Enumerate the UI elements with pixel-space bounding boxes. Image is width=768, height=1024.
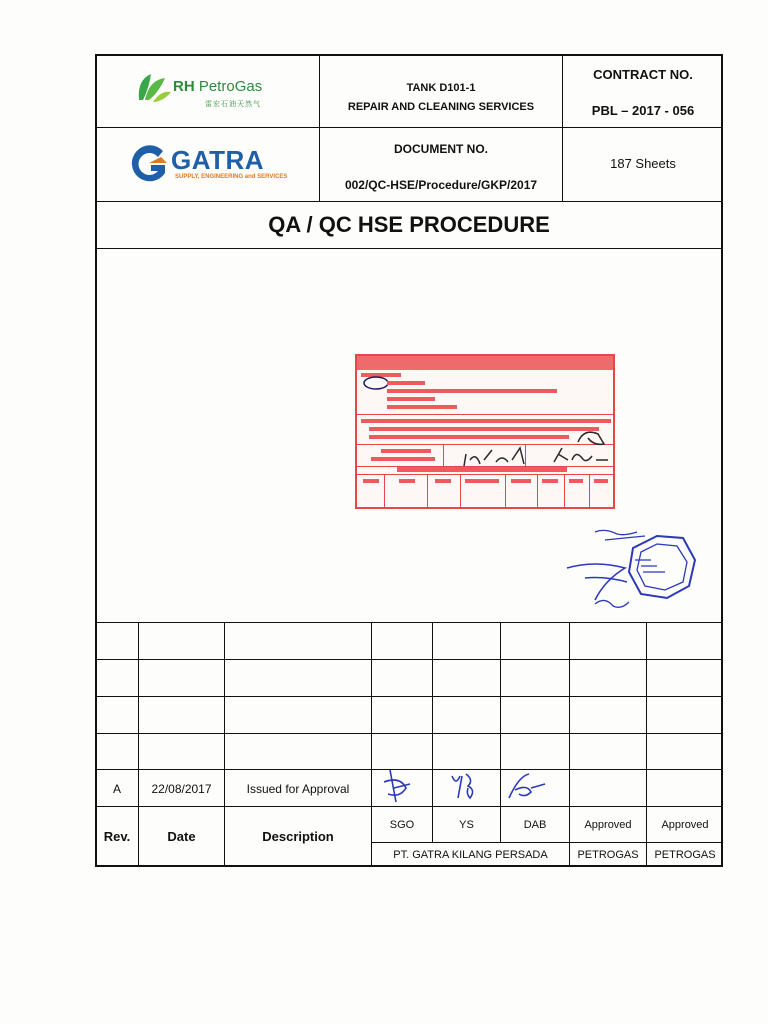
company-seal	[565, 520, 705, 615]
title-bottom-rule	[95, 248, 723, 249]
revision-code: A	[112, 781, 121, 796]
project-line-2: REPAIR AND CLEANING SERVICES	[347, 101, 535, 113]
date-column-label: Date	[167, 829, 196, 844]
signature-ys	[448, 770, 488, 804]
approved-label-2: Approved	[661, 818, 709, 831]
gatra-logo-tagline: SUPPLY, ENGINEERING and SERVICES	[175, 174, 288, 180]
signer-ys: YS	[459, 818, 474, 831]
signer-dab: DAB	[523, 818, 547, 831]
header-col-divider	[319, 54, 320, 202]
company-gatra-kilang: PT. GATRA KILANG PERSADA	[393, 848, 548, 861]
gatra-logo-name: GATRA	[171, 145, 265, 175]
stamp-handwritten-date-signature	[458, 420, 628, 474]
leaf-icon	[135, 70, 173, 104]
document-number: 002/QC-HSE/Procedure/GKP/2017	[344, 178, 538, 192]
header-divider	[95, 127, 723, 128]
document-label: DOCUMENT NO.	[394, 142, 488, 156]
revision-date: 22/08/2017	[151, 781, 212, 796]
header-col-divider	[562, 54, 563, 202]
signature-dab	[505, 770, 549, 802]
project-line-1: TANK D101-1	[406, 82, 476, 94]
document-title: QA / QC HSE PROCEDURE	[268, 212, 550, 237]
rh-logo-initials: RH	[173, 78, 195, 95]
contract-label: CONTRACT NO.	[593, 66, 693, 82]
rh-petrogas-logo	[135, 66, 275, 114]
signer-sgo: SGO	[389, 818, 415, 831]
signature-sgo	[380, 768, 420, 806]
rh-logo-name: PetroGas	[194, 78, 263, 95]
description-column-label: Description	[262, 829, 334, 844]
company-petrogas-2: PETROGAS	[654, 848, 716, 861]
gatra-g-icon	[127, 143, 171, 187]
sheet-count: 187 Sheets	[610, 155, 676, 171]
gatra-logo	[127, 143, 287, 191]
company-petrogas-1: PETROGAS	[577, 848, 639, 861]
rh-logo-subtitle: 雷宏石油天然气	[205, 101, 261, 108]
approved-label-1: Approved	[584, 818, 632, 831]
rev-column-label: Rev.	[103, 829, 131, 844]
header-bottom-rule	[95, 201, 723, 202]
contract-number: PBL – 2017 - 056	[591, 102, 695, 118]
revision-description: Issued for Approval	[246, 781, 350, 796]
